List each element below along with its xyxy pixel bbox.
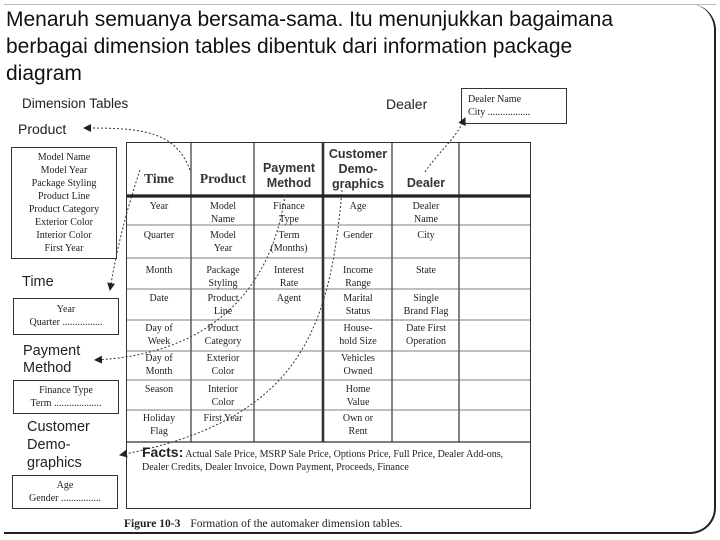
figure-caption	[124, 518, 402, 530]
header-product: Product	[199, 171, 247, 186]
grid-cell-payment: Interest Rate	[274, 265, 304, 289]
time-label: Time	[22, 274, 54, 290]
header-payment-line1: Payment	[262, 161, 316, 175]
dimension-attribute: Model Year	[40, 165, 88, 176]
dimension-attribute: City .................	[468, 107, 531, 118]
payment-label-line1: Payment	[23, 343, 81, 359]
header-customer-line1: Customer	[328, 147, 388, 161]
grid-cell-payment: Agent	[276, 293, 302, 304]
grid-cell-time: Year	[149, 201, 169, 212]
grid-cell-customer: Own or Rent	[342, 413, 374, 437]
dimension-attribute: Age	[56, 480, 74, 491]
dimension-attribute: Dealer Name	[468, 94, 522, 105]
dimension-attribute: Product Category	[28, 204, 100, 215]
grid-cell-customer: Marital Status	[343, 293, 373, 317]
header-payment-method	[255, 161, 323, 191]
header-customer-line2: Demo-	[338, 162, 378, 176]
header-customer-line3: graphics	[331, 177, 385, 191]
header-dealer: Dealer	[406, 176, 446, 190]
grid-cell-customer: Home Value	[345, 384, 371, 408]
grid-cell-time: Season	[144, 384, 174, 395]
grid-cell-dealer: State	[416, 265, 436, 276]
header-customer-demographics	[324, 147, 392, 192]
grid-cell-time: Day of Month	[145, 353, 173, 377]
grid-cell-dealer: City	[417, 230, 435, 241]
grid-cell-customer: Vehicles Owned	[341, 353, 375, 377]
customer-label-line2: Demo-	[27, 437, 71, 453]
grid-cell-time: Holiday Flag	[142, 413, 176, 437]
grid-cell-product: Model Year	[209, 230, 237, 254]
grid-cell-product: Product Line	[207, 293, 239, 317]
header-time: Time	[144, 171, 174, 186]
dimension-tables-heading: Dimension Tables	[22, 96, 129, 111]
slide-title: Menaruh semuanya bersama-sama. Itu menunjukkan bagaimana berbagai dimension tables dibentuk dari information package diagram	[6, 8, 614, 85]
grid-cell-product: Package Styling	[206, 265, 240, 289]
dimension-attribute: Product Line	[38, 191, 90, 202]
dimension-attribute: Exterior Color	[34, 217, 94, 228]
grid-cell-customer: Age	[349, 201, 367, 212]
grid-cell-product: Product Category	[204, 323, 242, 347]
product-label: Product	[18, 121, 67, 137]
grid-cell-product: First Year	[203, 413, 243, 424]
facts-label: Facts:	[142, 444, 184, 460]
payment-label-line2: Method	[23, 360, 72, 376]
dimension-attribute: Term ...................	[30, 398, 102, 409]
grid-cell-product: Model Name	[209, 201, 237, 225]
grid-cell-customer: Income Range	[343, 265, 373, 289]
customer-label-line3: graphics	[27, 455, 82, 471]
grid-cell-payment: Finance Type	[273, 201, 305, 225]
grid-cell-time: Day of Week	[145, 323, 173, 347]
grid-cell-payment: Term (Months)	[270, 230, 308, 254]
dimension-attribute: Interior Color	[36, 230, 92, 241]
grid-cell-time: Quarter	[143, 230, 175, 241]
grid-cell-customer: House- hold Size	[339, 323, 377, 347]
dimension-attribute: Package Styling	[31, 178, 97, 189]
dimension-attribute: Year	[56, 304, 76, 315]
grid-cell-dealer: Dealer Name	[412, 201, 440, 225]
caption-number: Figure 10-3	[124, 518, 181, 530]
grid-cell-product: Exterior Color	[206, 353, 240, 377]
dimension-attribute: Gender ................	[29, 493, 101, 504]
facts-text: Actual Sale Price, MSRP Sale Price, Options Price, Full Price, Dealer Add-ons, Dealer Credits, Dealer Invoice, Down Payment, Proceeds, Finance	[142, 449, 504, 473]
customer-label-line1: Customer	[27, 419, 90, 435]
facts-row	[142, 446, 527, 474]
dealer-heading: Dealer	[386, 96, 428, 112]
grid-cell-time: Month	[145, 265, 173, 276]
dimension-attribute: Quarter ................	[29, 317, 103, 328]
grid-cell-dealer: Single Brand Flag	[403, 293, 449, 317]
dimension-attribute: First Year	[44, 243, 84, 254]
grid-cell-dealer: Date First Operation	[406, 323, 446, 347]
dimension-attribute: Finance Type	[39, 385, 93, 396]
arrow-product	[84, 128, 190, 170]
grid-cell-product: Interior Color	[208, 384, 238, 408]
grid-cell-time: Date	[149, 293, 169, 304]
grid-cell-customer: Gender	[343, 230, 373, 241]
caption-text: Formation of the automaker dimension tables.	[190, 518, 403, 530]
dimension-attribute: Model Name	[37, 152, 91, 163]
header-payment-line2: Method	[266, 176, 312, 190]
